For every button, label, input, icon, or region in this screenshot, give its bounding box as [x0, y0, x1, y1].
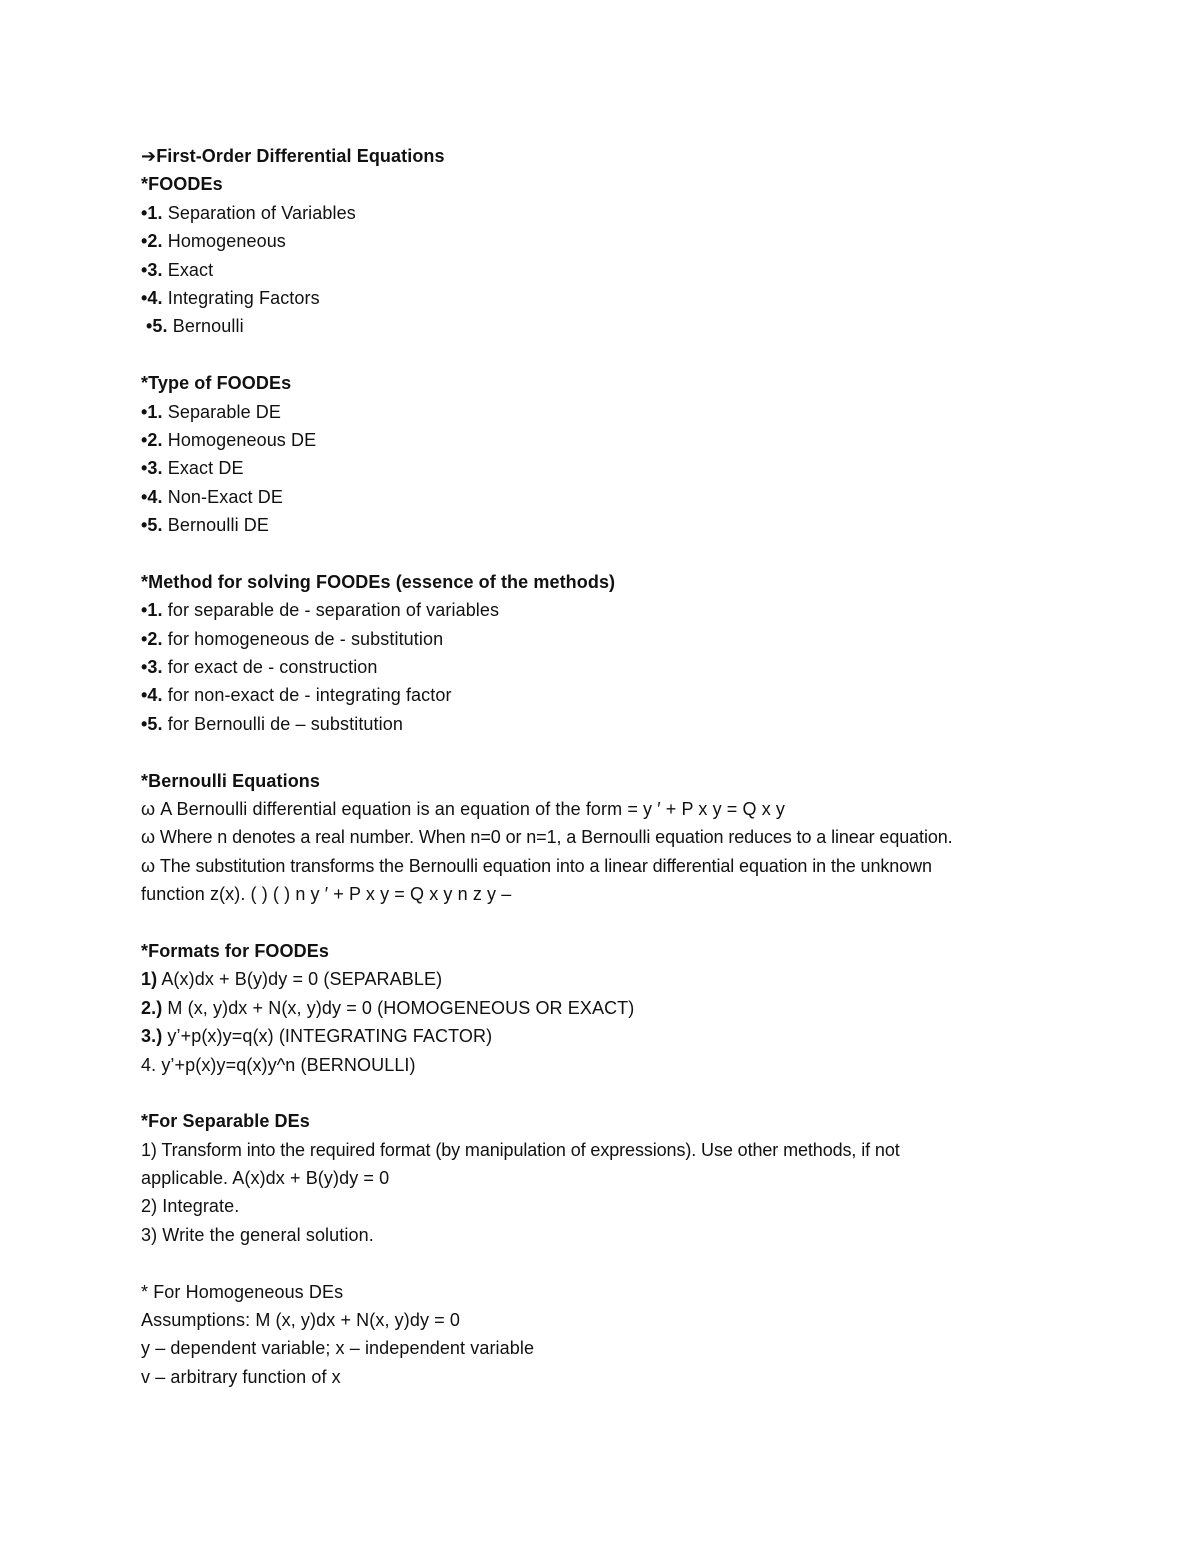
list-item: •2. Homogeneous DE [141, 429, 317, 450]
list-item: •3. for exact de - construction [141, 657, 378, 678]
list-item: •4. Non-Exact DE [141, 486, 283, 507]
section-heading-methods: *Method for solving FOODEs (essence of the methods) [141, 571, 616, 592]
spacer [141, 738, 1060, 766]
section-heading-types: *Type of FOODEs [141, 373, 292, 394]
list-item: •5. Bernoulli DE [141, 515, 269, 536]
list-item: •3. Exact [141, 259, 214, 280]
list-item: 2.) M (x, y)dx + N(x, y)dy = 0 (HOMOGENEOUS OR EXACT) [141, 997, 635, 1018]
list-item: •4. Integrating Factors [141, 287, 320, 308]
paragraph-line: y – dependent variable; x – independent variable [141, 1338, 535, 1359]
section-heading-separable: *For Separable DEs [141, 1111, 310, 1132]
list-item: 4. y’+p(x)y=q(x)y^n (BERNOULLI) [141, 1054, 416, 1075]
spacer [141, 341, 1060, 369]
list-item: •2. for homogeneous de - substitution [141, 628, 444, 649]
section-heading-formats: *Formats for FOODEs [141, 940, 329, 961]
list-item: •1. Separation of Variables [141, 202, 356, 223]
spacer [141, 539, 1060, 567]
spacer [141, 1249, 1060, 1277]
section-heading-homogeneous: * For Homogeneous DEs [141, 1281, 344, 1302]
list-item: •2. Homogeneous [141, 231, 286, 252]
list-item: •3. Exact DE [141, 458, 244, 479]
paragraph-line: 2) Integrate. [141, 1196, 240, 1217]
list-item: •1. Separable DE [141, 401, 281, 422]
list-item: 1) A(x)dx + B(y)dy = 0 (SEPARABLE) [141, 969, 443, 990]
list-item: •1. for separable de - separation of variables [141, 600, 500, 621]
document-title: ➔First-Order Differential Equations [141, 146, 445, 166]
list-item: •5. for Bernoulli de – substitution [141, 713, 403, 734]
paragraph-line: Assumptions: M (x, y)dx + N(x, y)dy = 0 [141, 1310, 460, 1331]
paragraph-line: ω Where n denotes a real number. When n=0 or n=1, a Bernoulli equation reduces to a linear equation. [141, 827, 953, 848]
list-item: •4. for non-exact de - integrating factor [141, 685, 452, 706]
spacer [141, 909, 1060, 937]
paragraph-line: v – arbitrary function of x [141, 1366, 341, 1387]
paragraph-line: 1) Transform into the required format (by manipulation of expressions). Use other methods, if not [141, 1139, 900, 1160]
paragraph-line: ω A Bernoulli differential equation is an equation of the form = y ′ + P x y = Q x y [141, 798, 786, 819]
paragraph-line: function z(x). ( ) ( ) n y ′ + P x y = Q x y n z y – [141, 884, 512, 905]
paragraph-line: ω The substitution transforms the Bernoulli equation into a linear differential equation in the unknown [141, 855, 932, 876]
spacer [141, 1079, 1060, 1107]
list-item: 3.) y’+p(x)y=q(x) (INTEGRATING FACTOR) [141, 1026, 493, 1047]
paragraph-line: 3) Write the general solution. [141, 1224, 374, 1245]
section-heading-bernoulli: *Bernoulli Equations [141, 770, 321, 791]
paragraph-line: applicable. A(x)dx + B(y)dy = 0 [141, 1168, 390, 1189]
arrow-icon: ➔ [141, 146, 157, 166]
section-heading-foodes: *FOODEs [141, 174, 223, 195]
list-item: •5. Bernoulli [146, 316, 244, 337]
